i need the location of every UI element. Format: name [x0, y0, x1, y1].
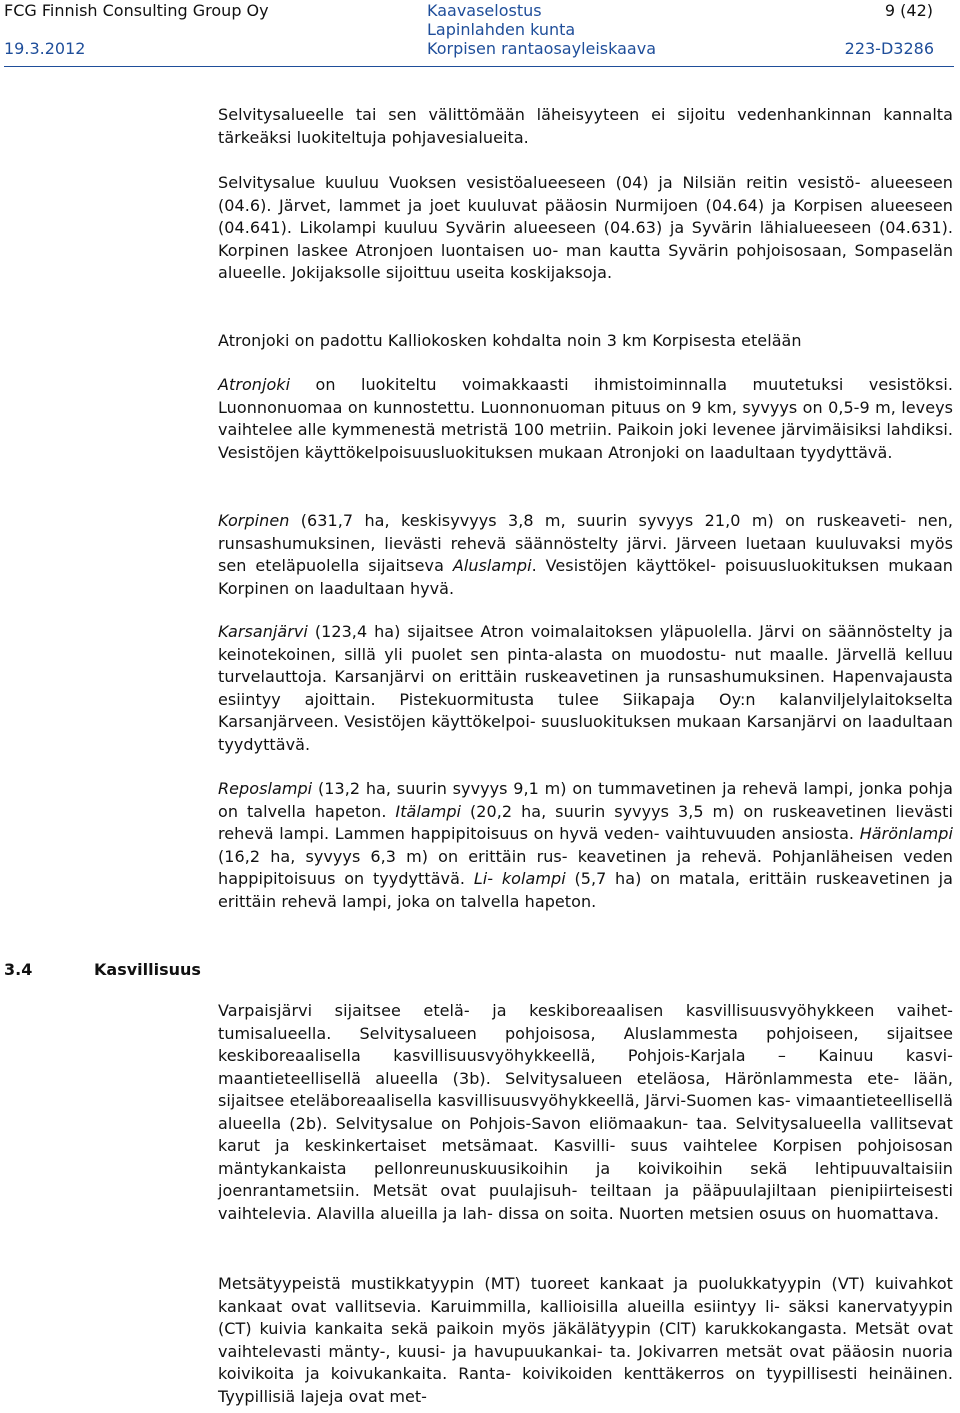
text-span: man kautta Syvärin pohjoisosaan, Sompaselän alueelle. Jokijaksolle sijoittuu useita koskijaksoja. [218, 240, 954, 282]
header-plan-name: Korpisen rantaosayleiskaava [427, 39, 657, 58]
header-doc-type: Kaavaselostus [427, 1, 542, 20]
text-span: on luokiteltu voimakkaasti ihmistoiminnalla muutetuksi vesistöksi. Luonnonuomaa on kunnostettu. Luonnonuoman pituus on 9 km, syvyys on 0,5-9 m, leveys vaihtelee alle kymmenestä metristä 100 metriin. Paikoin joki levenee järvimäisiksi lahdiksi. Vesistöjen käyttökelpoisuusluokituksen mukaan Atronjoki on laadultaan tyydyttävä. [218, 375, 953, 462]
text-span: dissa on soita. Nuorten metsien osuus on huomattava. [498, 1203, 940, 1223]
section-title: Kasvillisuus [94, 960, 201, 979]
lake-name: Korpinen [218, 511, 290, 530]
text-span: suusluokituksen mukaan Karsanjärvi on laadultaan tyydyttävä. [218, 712, 953, 754]
lake-name: Li- [473, 869, 494, 888]
lake-name: Karsanjärvi [218, 622, 308, 641]
paragraph-text [218, 1000, 953, 1225]
text-span: (5,7 ha) on matala, erittäin ruskeavetinen ja erittäin rehevä lampi, joka on talvella hapeton. [218, 869, 954, 911]
text-span: tumisalueella. Selvitysalueen pohjoisosa, Aluslammesta pohjoiseen, sijaitsee keskiboreaalisella kasvillisuusvyöhykkeellä, Pohjois-Karjala – Kainuu kasvi- [218, 1023, 953, 1065]
lake-name: Aluslampi [452, 556, 532, 575]
paragraph-text [218, 172, 953, 285]
text-span: poisuusluokituksen mukaan Korpinen on laadultaan hyvä. [218, 556, 954, 598]
text-span: ta. Jokivarren metsät ovat pääosin nuoria koivikoita ja koivukankaita. Ranta- [218, 1341, 953, 1383]
lake-name: Atronjoki [218, 375, 291, 394]
paragraph-forest-types [218, 1273, 953, 1408]
paragraph-text: Selvitysalueelle tai sen välittömään läheisyyteen ei sijoitu vedenhankinnan kannalta tärkeäksi luokiteltuja pohjavesialueita. [218, 105, 953, 147]
text-span: (16,2 ha, syvyys 6,3 m) on erittäin rus- [218, 846, 568, 866]
text-span: lään, sijaitsee eteläboreaalisella kasvillisuusvyöhykkeellä, Järvi-Suomen kas- [218, 1068, 954, 1110]
paragraph-text: Atronjoki on padottu Kalliokosken kohdalta noin 3 km Korpisesta etelään [218, 331, 802, 350]
lake-name: Reposlampi [218, 779, 313, 798]
text-span: suus vaihtelee Korpisen pohjoisosan mäntykankaista pellonreunuskuusikoihin ja koivikoihin sekä lehtipuuvaltaisiin joenrantametsiin. Metsät ovat puulajisuh- [218, 1136, 953, 1200]
text-span: nut maalle. Järvellä kelluu turvelauttoja. Karsanjärvi on erittäin ruskeavetinen ja runsashumuksinen. Hapenvajausta esiintyy ajoittain. Pistekuormitusta tulee Siikapaja Oy:n kalanviljelylaitokselta Karsanjärveen. Vesistöjen käyttökelpoi- [218, 644, 954, 731]
paragraph-korpinen [218, 510, 953, 600]
section-number: 3.4 [4, 960, 33, 979]
header-divider [4, 66, 954, 67]
text-span: (123,4 ha) sijaitsee Atron voimalaitoksen yläpuolella. Järvi on säännöstelty ja keinotekoinen, sillä yli puolet sen pinta-alasta on muodostu- [218, 622, 953, 664]
header-doc-code: 223-D3286 [844, 39, 934, 58]
paragraph-groundwater [218, 104, 953, 149]
text-span: nen, runsashumuksinen, lievästi rehevä säännöstelty järvi. Järveen luetaan kuuluvaksi myös sen eteläpuolella sijaitseva [218, 511, 953, 575]
text-span: taa. Selvitysalueella vallitsevat karut ja keskinkertaiset metsämaat. Kasvilli- [218, 1113, 953, 1155]
paragraph-ponds [218, 778, 953, 913]
section-heading [4, 959, 201, 981]
text-span: . Vesistöjen käyttökel- [531, 556, 717, 575]
paragraph-vegetation-zones [218, 1000, 953, 1225]
paragraph-text [218, 1273, 953, 1408]
lake-name: kolampi [501, 869, 566, 888]
lake-name: Härönlampi [859, 824, 953, 843]
lake-name: Itälampi [395, 801, 462, 821]
paragraph-watershed [218, 172, 953, 285]
text-span: keavetinen ja rehevä. Pohjanläheisen veden happipitoisuus on tyydyttävä. [218, 846, 953, 888]
text-span: Selvitysalue kuuluu Vuoksen vesistöalueeseen (04) ja Nilsiän reitin vesistö- [218, 173, 861, 192]
paragraph-text [218, 621, 953, 756]
text-span: (13,2 ha, suurin syvyys 9,1 m) on tummavetinen ja rehevä lampi, jonka pohja on talvella hapeton. [218, 779, 953, 821]
header-date: 19.3.2012 [4, 39, 86, 58]
text-span: teiltaan ja pääpuulajiltaan pienipiirteisesti vaihtelevia. Alavilla alueilla ja lah- [218, 1181, 953, 1223]
text-span: (631,7 ha, keskisyvyys 3,8 m, suurin syvyys 21,0 m) on ruskeaveti- [289, 511, 907, 530]
text-span: Metsätyypeistä mustikkatyypin (MT) tuoreet kankaat ja puolukkatyypin (VT) kuivahkot kankaat ovat vallitsevia. Karuimmilla, kallioisilla alueilla esiintyy li- [218, 1274, 953, 1316]
paragraph-atronjoki-dam [218, 330, 953, 353]
paragraph-karsanjarvi [218, 621, 953, 756]
paragraph-text [218, 778, 953, 913]
text-span: säksi kanervatyypin (CT) kuivia kankaita sekä paikoin myös jäkälätyypin (ClT) karukkokangasta. Metsät ovat vaihtelevasti mänty-, kuusi- ja havupuukankai- [218, 1296, 953, 1361]
header-company: FCG Finnish Consulting Group Oy [4, 1, 269, 20]
text-span: alueeseen (04.6). Järvet, lammet ja joet kuuluvat pääosin Nurmijoen (04.64) ja Korpisen alueeseen (04.641). Likolampi kuuluu Syvärin alueeseen (04.63) ja Syvärin lähialueeseen (04.631). Korpinen laskee Atronjoen luontaisen uo- [218, 173, 953, 260]
paragraph-atronjoki [218, 374, 953, 464]
text-span: Varpaisjärvi sijaitsee etelä- ja keskiboreaalisen kasvillisuusvyöhykkeen vaihet- [218, 1001, 953, 1020]
paragraph-text [218, 510, 953, 600]
text-span: maantieteellisellä alueella (3b). Selvitysalueen eteläosa, Härönlammesta ete- [218, 1068, 900, 1088]
paragraph-text [218, 374, 953, 464]
text-span: vimaantieteellisellä alueella (2b). Selvitysalue on Pohjois-Savon eliömaakun- [218, 1091, 953, 1133]
text-span: vaihtuvuuden ansiosta. [665, 824, 860, 843]
header-municipality: Lapinlahden kunta [427, 20, 576, 39]
text-span: (20,2 ha, suurin syvyys 3,5 m) on ruskeavetinen lievästi rehevä lampi. Lammen happipitoisuus on hyvä veden- [218, 801, 953, 843]
header-page-number: 9 (42) [884, 1, 933, 20]
text-span: koivikoiden kenttäkerros on tyypillisesti heinäinen. Tyypillisiä lajeja ovat met- [218, 1364, 953, 1406]
